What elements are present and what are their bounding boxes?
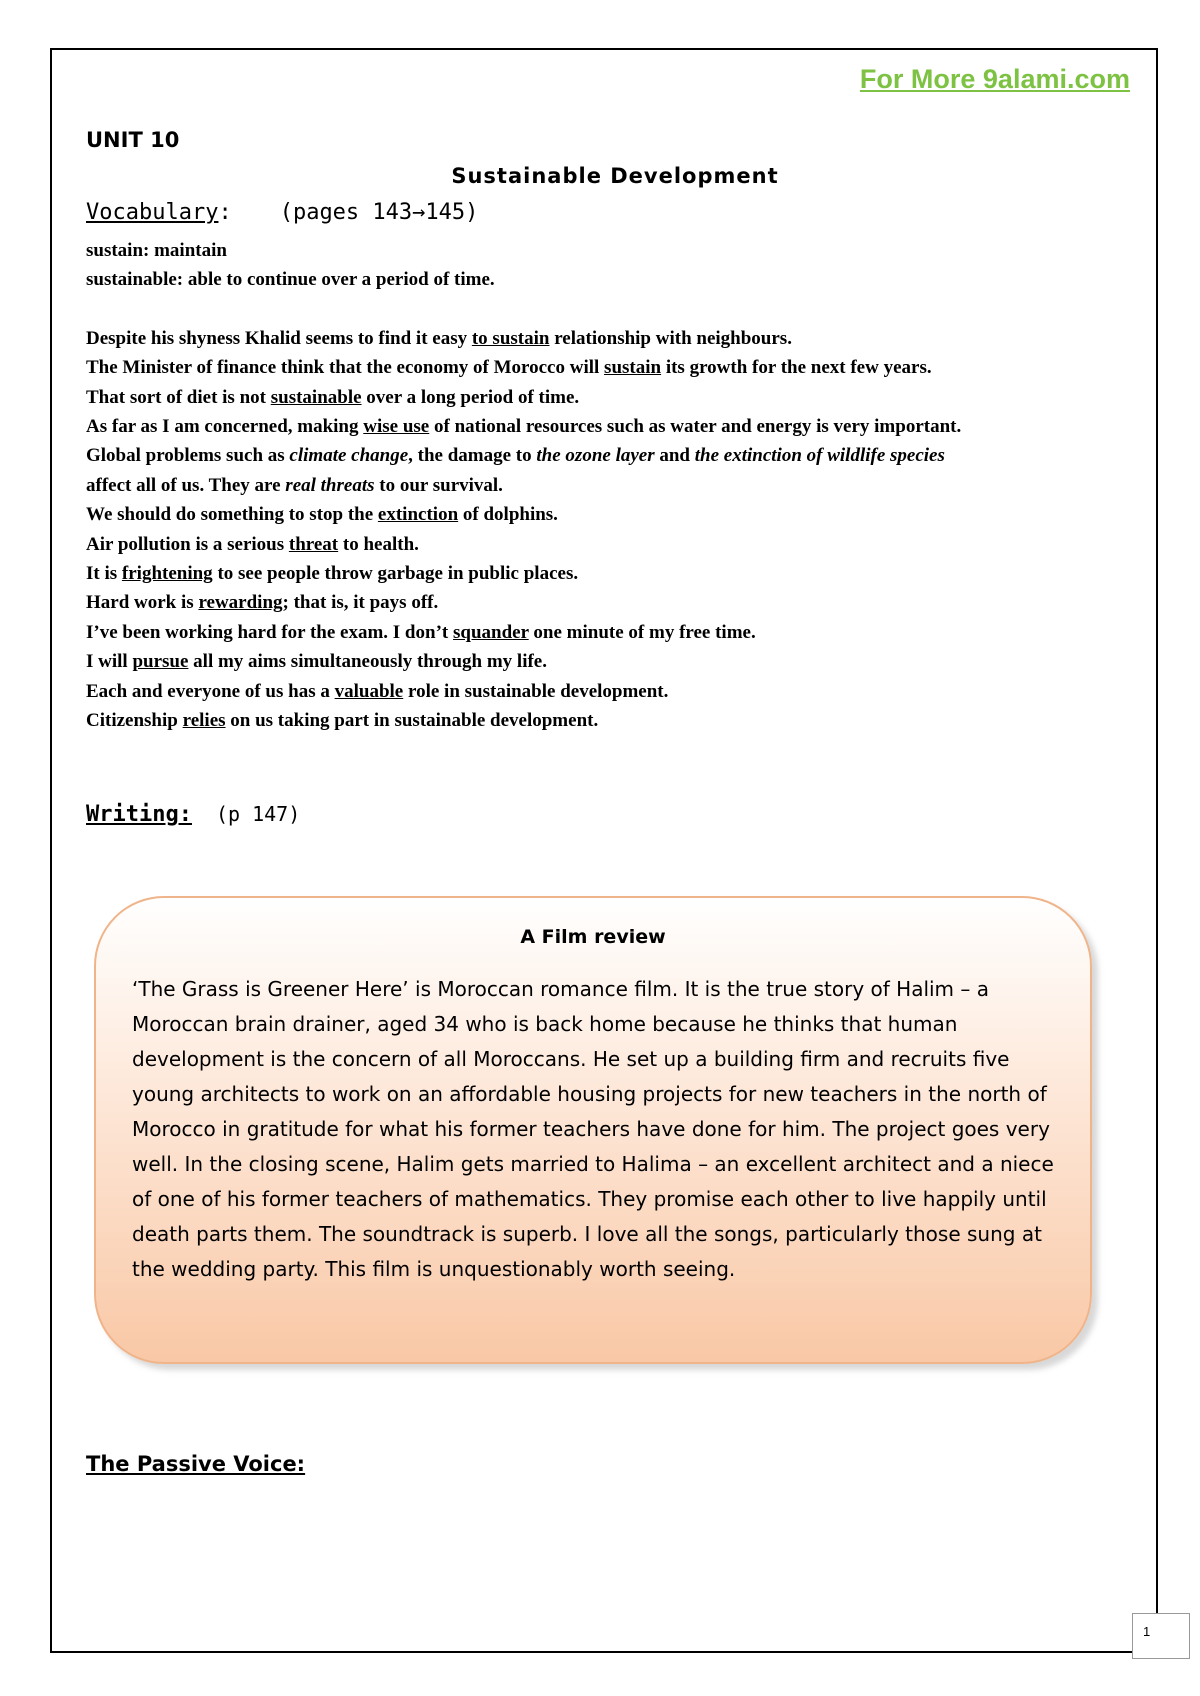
film-review-box (94, 896, 1092, 1364)
key-phrase: the ozone layer (536, 445, 655, 467)
example-sentence: Each and everyone of us has a valuable role in sustainable development. (86, 680, 669, 702)
example-sentence: affect all of us. They are real threats to our survival. (86, 474, 503, 496)
example-sentence: It is frightening to see people throw garbage in public places. (86, 563, 579, 585)
key-word: threat (288, 533, 339, 555)
vocabulary-lines (86, 236, 1146, 736)
key-word: frightening (121, 563, 213, 585)
passive-voice-heading: The Passive Voice: (86, 1452, 306, 1476)
example-sentence: Global problems such as climate change, the damage to the ozone layer and the extinction of wildlife species (86, 445, 945, 467)
example-sentence: I will pursue all my aims simultaneously through my life. (86, 651, 547, 673)
example-sentence: The Minister of finance think that the economy of Morocco will sustain its growth for the next few years. (86, 357, 932, 379)
key-word: pursue (132, 651, 189, 673)
unit-heading: UNIT 10 (86, 128, 180, 152)
key-word: rewarding (198, 592, 283, 614)
example-sentence: Citizenship relies on us taking part in sustainable development. (86, 710, 599, 732)
vocabulary-heading (86, 200, 478, 225)
page-title: Sustainable Development (451, 164, 779, 188)
key-word: wise use (363, 416, 430, 438)
key-word: to sustain (471, 327, 550, 349)
writing-label: Writing: (86, 802, 192, 827)
example-sentence: We should do something to stop the extinction of dolphins. (86, 504, 558, 526)
spacer (86, 295, 1146, 324)
definition-line: sustainable: able to continue over a period of time. (86, 269, 495, 291)
example-sentence: I’ve been working hard for the exam. I don’t squander one minute of my free time. (86, 621, 756, 643)
film-review-title: A Film review (520, 926, 666, 948)
definition-line: sustain: maintain (86, 240, 227, 261)
example-sentence: That sort of diet is not sustainable over a long period of time. (86, 386, 580, 408)
key-word: squander (452, 621, 529, 643)
vocabulary-colon: : (218, 200, 232, 225)
key-phrase: real threats (285, 474, 375, 496)
example-sentence: As far as I am concerned, making wise use of national resources such as water and energy is very important. (86, 416, 962, 438)
key-phrase: the extinction of wildlife species (694, 445, 945, 467)
example-sentence: Hard work is rewarding; that is, it pays off. (86, 592, 439, 614)
key-word: sustain (604, 357, 662, 379)
writing-heading (86, 802, 300, 827)
page-number: 1 (1143, 1624, 1151, 1639)
vocabulary-pages: (pages 143→145) (279, 200, 479, 225)
key-word: sustainable (270, 386, 362, 408)
writing-page: (p 147) (215, 802, 301, 826)
key-word: valuable (334, 680, 404, 702)
key-word: relies (182, 710, 226, 732)
vocabulary-label: Vocabulary (86, 200, 219, 225)
key-phrase: climate change (289, 445, 409, 467)
page-number-tab (1132, 1613, 1190, 1659)
example-sentence: Despite his shyness Khalid seems to find it easy to sustain relationship with neighbours. (86, 327, 792, 349)
key-word: extinction (377, 504, 459, 526)
example-sentence: Air pollution is a serious threat to health. (86, 533, 419, 555)
site-link[interactable]: For More 9alami.com (859, 64, 1130, 94)
film-review-text: ‘The Grass is Greener Here’ is Moroccan romance film. It is the true story of Halim – a Moroccan brain drainer, aged 34 who is back home because he thinks that human development is the concern of all Moroccans. He set up a building firm and recruits five young architects to work on an affordable housing projects for new teachers in the north of Morocco in gratitude for what his former teachers have done for him. The project goes very well. In the closing scene, Halim gets married to Halima – an excellent architect and a niece of one of his former teachers of mathematics. They promise each other to live happily until death parts them. The soundtrack is superb. I love all the songs, particularly those sung at the wedding party. This film is unquestionably worth seeing. (132, 977, 1054, 1281)
